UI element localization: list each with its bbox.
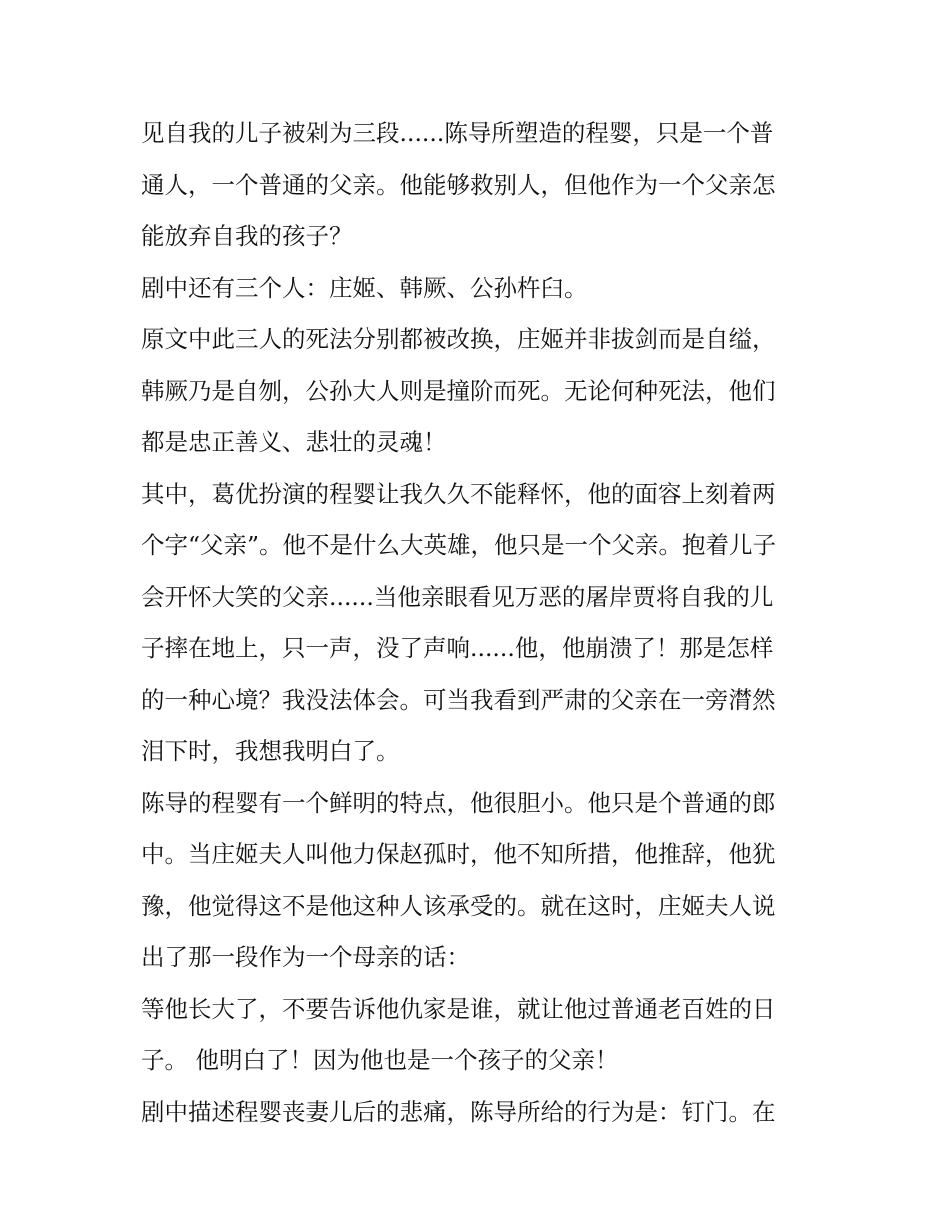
text-line: 通人，一个普通的父亲。他能够救别人，但他作为一个父亲怎: [141, 170, 776, 199]
text-line: 豫，他觉得这不是他这种人该承受的。就在这时，庄姬夫人说: [141, 891, 776, 920]
text-line: 出了那一段作为一个母亲的话：: [141, 943, 470, 971]
text-line: 泪下时，我想我明白了。: [141, 737, 400, 765]
text-line: 陈导的程婴有一个鲜明的特点，他很胆小。他只是个普通的郎: [141, 788, 776, 817]
text-line: 都是忠正善义、悲壮的灵魂！: [141, 428, 447, 456]
text-line: 其中，葛优扮演的程婴让我久久不能释怀，他的面容上刻着两: [141, 479, 776, 508]
text-line: 原文中此三人的死法分别都被改换，庄姬并非拔剑而是自缢，: [141, 325, 776, 353]
text-line: 个字“父亲”。他不是什么大英雄，他只是一个父亲。抱着儿子: [141, 531, 777, 559]
text-line: 韩厥乃是自刎，公孙大人则是撞阶而死。无论何种死法，他们: [141, 376, 776, 405]
text-line: 子。 他明白了！因为他也是一个孩子的父亲！: [141, 1046, 619, 1074]
text-line: 中。当庄姬夫人叫他力保赵孤时，他不知所措，他推辞，他犹: [141, 840, 776, 868]
text-line: 会开怀大笑的父亲......当他亲眼看见万恶的屠岸贾将自我的儿: [141, 582, 774, 611]
text-line: 剧中还有三个人：庄姬、韩厥、公孙杵臼。: [141, 273, 588, 302]
text-line: 等他长大了，不要告诉他仇家是谁，就让他过普通老百姓的日: [141, 994, 776, 1023]
text-line: 见自我的儿子被剁为三段......陈导所塑造的程婴，只是一个普: [141, 119, 774, 147]
text-line: 能放弃自我的孩子？: [141, 222, 353, 250]
text-line: 子摔在地上，只一声，没了声响......他，他崩溃了！那是怎样: [141, 634, 774, 662]
text-line: 的一种心境？我没法体会。可当我看到严肃的父亲在一旁潸然: [141, 685, 776, 714]
body-text: [141, 108, 821, 1138]
text-line: 剧中描述程婴丧妻儿后的悲痛，陈导所给的行为是：钉门。在: [141, 1097, 776, 1126]
